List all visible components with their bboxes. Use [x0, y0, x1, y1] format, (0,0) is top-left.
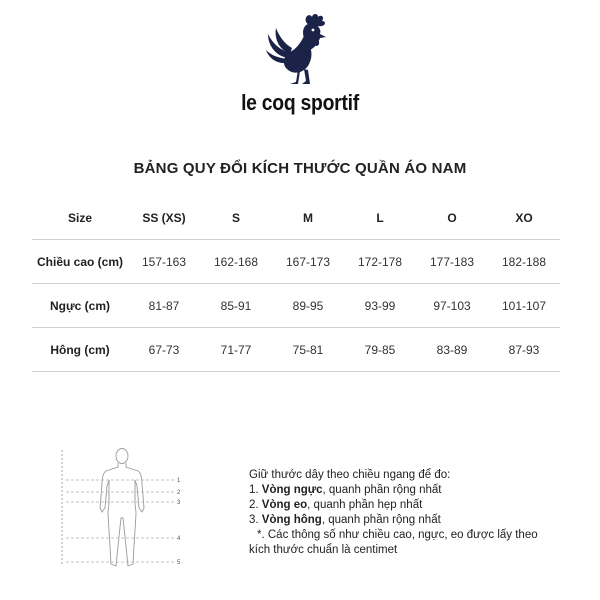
row-label: Ngực (cm) [32, 284, 128, 328]
table-cell: 172-178 [344, 240, 416, 284]
instruction-text: , quanh phần rộng nhất [322, 484, 442, 496]
size-conversion-table [32, 196, 560, 372]
page-title: BẢNG QUY ĐỔI KÍCH THƯỚC QUẦN ÁO NAM [133, 160, 467, 177]
brand-name: le coq sportif [241, 90, 359, 115]
table-cell: 81-87 [128, 284, 200, 328]
instruction-item [249, 498, 579, 513]
measurement-instructions [249, 468, 579, 558]
table-cell: 167-173 [272, 240, 344, 284]
table-row [32, 328, 560, 372]
table-cell: 93-99 [344, 284, 416, 328]
marker-label: 5 [177, 560, 181, 566]
instruction-item [249, 483, 579, 498]
instruction-number: 2. [249, 499, 262, 511]
table-cell: 97-103 [416, 284, 488, 328]
instruction-item [249, 513, 579, 528]
table-row [32, 240, 560, 284]
table-cell: 89-95 [272, 284, 344, 328]
rooster-icon [260, 8, 340, 88]
header-cell: L [344, 196, 416, 240]
table-cell: 101-107 [488, 284, 560, 328]
body-measurement-figure [58, 446, 188, 572]
marker-label: 2 [177, 490, 181, 496]
instruction-term: Vòng ngực [261, 484, 323, 496]
header-cell: S [200, 196, 272, 240]
table-row [32, 284, 560, 328]
header-cell: Size [32, 196, 128, 240]
row-label: Chiều cao (cm) [32, 240, 128, 284]
marker-label: 1 [177, 478, 181, 484]
table-cell: 79-85 [344, 328, 416, 372]
table-header-row [32, 196, 560, 240]
instructions-intro: Giữ thước dây theo chiều ngang để đo: [249, 469, 451, 481]
table-cell: 67-73 [128, 328, 200, 372]
instruction-text: , quanh phần rộng nhất [321, 514, 441, 526]
instruction-number: 3. [249, 514, 262, 526]
table-cell: 177-183 [416, 240, 488, 284]
marker-label: 4 [177, 536, 181, 542]
brand-logo [0, 8, 600, 116]
instruction-note-continued: kích thước chuẩn là centimet [249, 544, 398, 556]
table-cell: 71-77 [200, 328, 272, 372]
header-cell: XO [488, 196, 560, 240]
instruction-term: Vòng hông [261, 514, 322, 526]
instruction-number: 1. [249, 484, 262, 496]
table-cell: 85-91 [200, 284, 272, 328]
instruction-note: *. Các thông số như chiều cao, ngực, eo được lấy theo [257, 529, 538, 541]
header-cell: SS (XS) [128, 196, 200, 240]
table-cell: 87-93 [488, 328, 560, 372]
instruction-text: , quanh phần hẹp nhất [307, 499, 423, 511]
marker-label: 3 [177, 500, 181, 506]
instruction-term: Vòng eo [261, 499, 308, 511]
table-cell: 83-89 [416, 328, 488, 372]
table-cell: 157-163 [128, 240, 200, 284]
table-cell: 182-188 [488, 240, 560, 284]
header-cell: O [416, 196, 488, 240]
header-cell: M [272, 196, 344, 240]
table-cell: 75-81 [272, 328, 344, 372]
row-label: Hông (cm) [32, 328, 128, 372]
table-cell: 162-168 [200, 240, 272, 284]
